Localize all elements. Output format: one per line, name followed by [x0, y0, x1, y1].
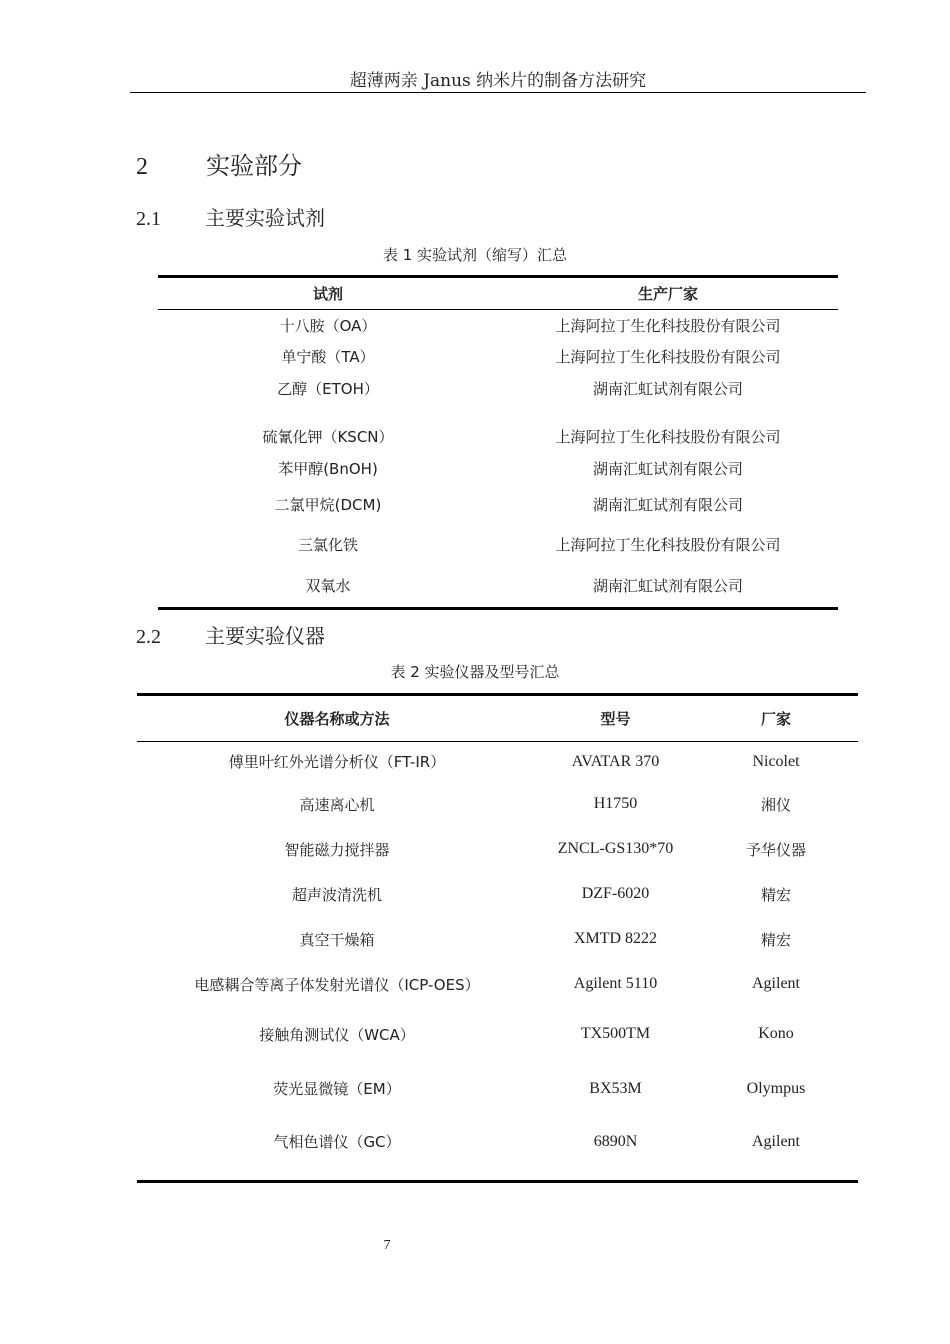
section-heading	[136, 146, 302, 181]
table-row	[137, 962, 858, 1007]
manufacturer: 湖南汇虹试剂有限公司	[592, 577, 743, 596]
reagent-name: 双氧水	[305, 577, 351, 596]
table-row	[137, 742, 858, 782]
column-header-model: 型号	[600, 710, 631, 728]
instrument-name: 真空干燥箱	[299, 930, 375, 949]
table-header-row	[137, 695, 858, 742]
subsection-title: 主要实验仪器	[205, 624, 325, 648]
instrument-maker: Agilent	[752, 1132, 800, 1150]
page-number: 7	[383, 1238, 391, 1253]
table-row	[137, 1062, 858, 1116]
instrument-maker: Kono	[758, 1025, 794, 1042]
table1-caption: 表 1 实验试剂（缩写）汇总	[382, 246, 568, 264]
instrument-maker: 精宏	[760, 885, 791, 904]
instrument-model: AVATAR 370	[571, 752, 660, 770]
subsection-title: 主要实验试剂	[205, 206, 325, 230]
instrument-name: 电感耦合等离子体发射光谱仪（ICP-OES）	[194, 975, 480, 994]
instrument-name: 傅里叶红外光谱分析仪（FT-IR）	[228, 753, 446, 772]
instrument-maker: 予华仪器	[745, 840, 806, 859]
table-header-row	[158, 277, 838, 310]
instrument-model: DZF-6020	[581, 885, 650, 902]
reagent-name: 乙醇（ETOH）	[277, 380, 379, 398]
table-row	[158, 310, 838, 341]
section-number: 2	[136, 154, 148, 180]
instrument-name: 高速离心机	[299, 795, 375, 814]
table-row	[158, 453, 838, 485]
manufacturer: 上海阿拉丁生化科技股份有限公司	[555, 428, 781, 446]
manufacturer: 湖南汇虹试剂有限公司	[592, 380, 743, 398]
table-row	[158, 565, 838, 609]
instrument-name: 气相色谱仪（GC）	[273, 1133, 401, 1152]
instrument-model: XMTD 8222	[573, 930, 658, 947]
column-header-manufacturer: 生产厂家	[637, 285, 698, 303]
column-header-instrument: 仪器名称或方法	[284, 710, 390, 728]
reagent-name: 单宁酸（TA）	[281, 348, 375, 366]
instrument-name: 接触角测试仪（WCA）	[259, 1025, 415, 1044]
section-title: 实验部分	[206, 152, 302, 180]
table-row	[158, 405, 838, 453]
subsection-number: 2.1	[136, 208, 161, 230]
manufacturer: 上海阿拉丁生化科技股份有限公司	[555, 536, 781, 554]
instrument-maker: 湘仪	[760, 795, 791, 814]
reagents-table	[158, 275, 838, 610]
running-header: 超薄两亲 Janus 纳米片的制备方法研究	[130, 70, 866, 93]
column-header-maker: 厂家	[760, 710, 791, 728]
instrument-maker: Agilent	[752, 975, 800, 992]
table2-caption: 表 2 实验仪器及型号汇总	[390, 663, 560, 681]
reagent-name: 硫氰化钾（KSCN）	[262, 428, 394, 446]
table-row	[137, 917, 858, 962]
manufacturer: 上海阿拉丁生化科技股份有限公司	[555, 348, 781, 366]
instrument-name: 超声波清洗机	[291, 885, 382, 904]
subsection-heading-instruments	[136, 620, 325, 649]
manufacturer: 上海阿拉丁生化科技股份有限公司	[555, 316, 781, 335]
column-header-reagent: 试剂	[312, 285, 343, 303]
instrument-model: BX53M	[589, 1079, 642, 1097]
table-row	[158, 485, 838, 525]
table-row	[158, 373, 838, 405]
subsection-heading-reagents	[136, 202, 325, 231]
instrument-maker: 精宏	[760, 930, 791, 949]
instrument-maker: Olympus	[746, 1079, 806, 1097]
table-row	[158, 525, 838, 565]
instrument-maker: Nicolet	[752, 752, 800, 770]
reagent-name: 二氯甲烷(DCM)	[274, 496, 382, 514]
table-row	[137, 872, 858, 917]
manufacturer: 湖南汇虹试剂有限公司	[592, 496, 743, 514]
reagent-name: 三氯化铁	[297, 536, 358, 554]
instrument-model: 6890N	[593, 1132, 638, 1150]
table-row	[158, 341, 838, 373]
table-row	[137, 1116, 858, 1182]
instrument-name: 智能磁力搅拌器	[284, 840, 390, 859]
instruments-table	[137, 693, 858, 1183]
instrument-name: 荧光显微镜（EM）	[273, 1080, 401, 1098]
table-row	[137, 1007, 858, 1062]
subsection-number: 2.2	[136, 626, 161, 648]
instrument-model: Agilent 5110	[573, 975, 658, 992]
instrument-model: ZNCL-GS130*70	[557, 840, 674, 857]
instrument-model: TX500TM	[580, 1025, 651, 1042]
reagent-name: 十八胺（OA）	[279, 316, 377, 335]
table-row	[137, 782, 858, 827]
manufacturer: 湖南汇虹试剂有限公司	[592, 460, 743, 478]
table-row	[137, 827, 858, 872]
reagent-name: 苯甲醇(BnOH)	[278, 460, 378, 478]
instrument-model: H1750	[593, 795, 638, 812]
